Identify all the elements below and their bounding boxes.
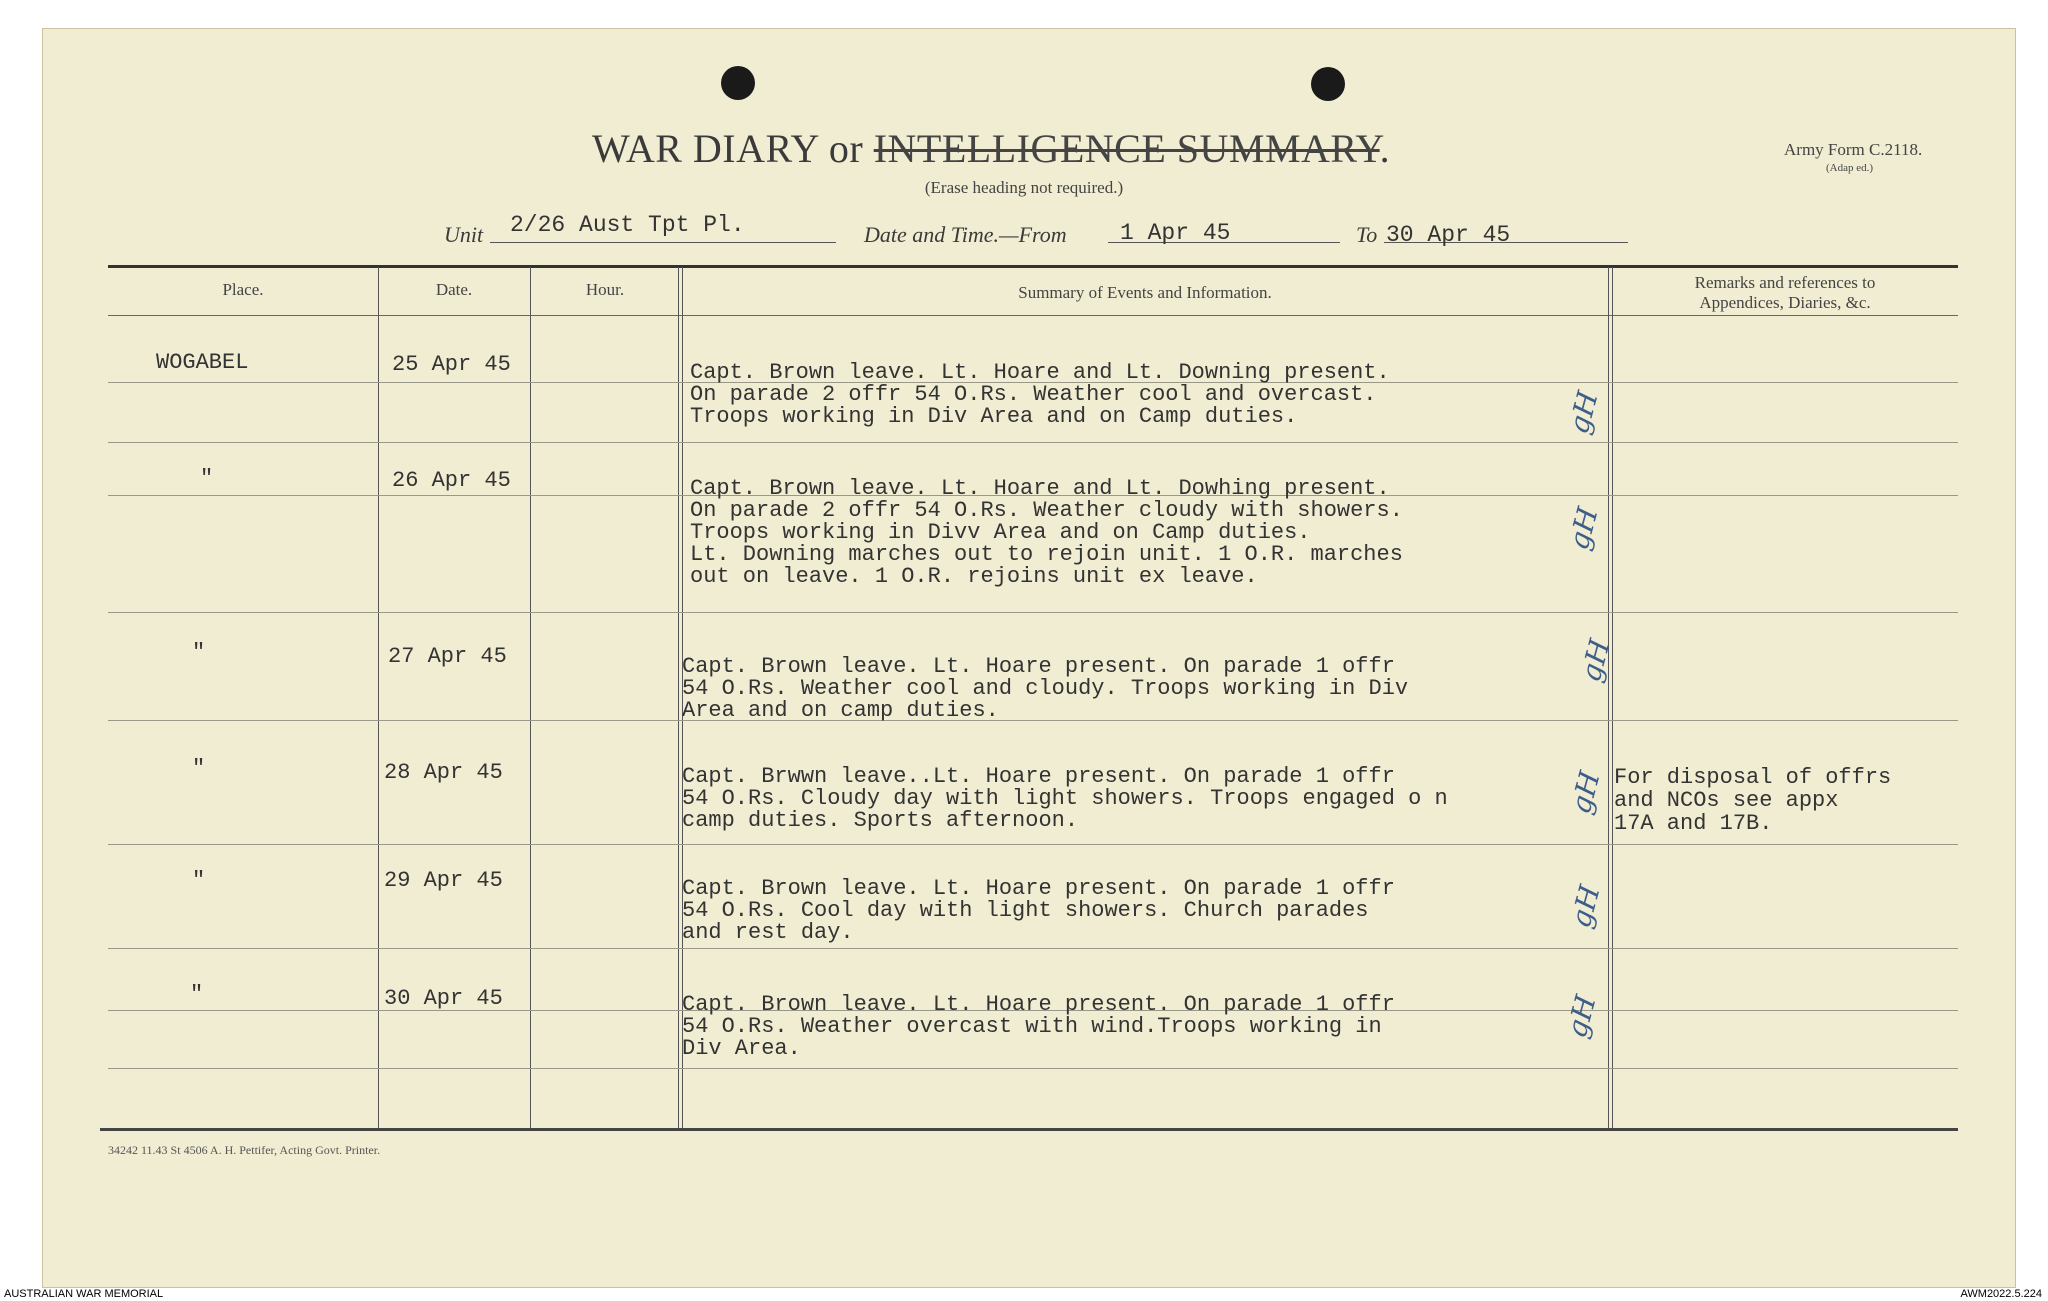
initials-signature: gH <box>1563 881 1607 932</box>
punch-hole-right <box>1311 67 1345 101</box>
entry-summary: Capt. Brwwn leave..Lt. Hoare present. On parade 1 offr 54 O.Rs. Cloudy day with light showers. Troops engaged o n camp duties. Sports afternoon. <box>682 764 1448 833</box>
table-top-rule <box>108 265 1958 268</box>
title-main: WAR DIARY or <box>592 126 864 171</box>
entry-summary: Capt. Brown leave. Lt. Hoare present. On parade 1 offr 54 O.Rs. Cool day with light showers. Church parades and rest day. <box>682 876 1395 945</box>
col-head-remarks <box>1612 273 1958 313</box>
entry-place: " <box>192 756 206 781</box>
initials-signature: gH <box>1573 635 1617 686</box>
unit-label: Unit <box>444 222 484 247</box>
printer-imprint: 34242 11.43 St 4506 A. H. Pettifer, Acting Govt. Printer. <box>108 1143 381 1157</box>
entry-date: 30 Apr 45 <box>384 986 503 1011</box>
unit-underline <box>490 242 836 243</box>
col-divider-6 <box>1612 267 1613 1128</box>
col-divider-3 <box>678 267 679 1128</box>
entry-summary: Capt. Brown leave. Lt. Hoare and Lt. Dowhing present. On parade 2 offr 54 O.Rs. Weather cloudy with showers. Troops working in Divv Area and on Camp duties. Lt. Downing marches out to rejoin unit. 1 O.R. marches out on leave. 1 O.R. rejoins unit ex leave. <box>690 476 1403 589</box>
punch-hole-left <box>721 66 755 100</box>
form-sub: (Adap ed.) <box>1826 162 1874 174</box>
col-head-hour: Hour. <box>585 280 625 299</box>
header-row-rule <box>108 315 1958 316</box>
col-head-place: Place. <box>222 280 264 299</box>
entry-date: 29 Apr 45 <box>384 868 503 893</box>
unit-value: 2/26 Aust Tpt Pl. <box>510 212 745 238</box>
entry-place: " <box>190 982 204 1007</box>
erase-note: (Erase heading not required.) <box>924 178 1124 197</box>
col-divider-2 <box>530 267 531 1128</box>
col-divider-5 <box>1608 267 1609 1128</box>
col-head-remarks-line1: Remarks and references to <box>1694 273 1876 292</box>
initials-signature: gH <box>1559 991 1603 1042</box>
entry-remarks: For disposal of offrs and NCOs see appx 17A and 17B. <box>1614 765 1892 836</box>
archive-credit: AUSTRALIAN WAR MEMORIAL <box>4 1288 164 1300</box>
to-label: To <box>1356 222 1378 247</box>
col-divider-1 <box>378 267 379 1128</box>
entry-place: " <box>192 640 206 665</box>
archive-reference: AWM2022.5.224 <box>1960 1288 2042 1300</box>
entry-date: 25 Apr 45 <box>392 352 511 377</box>
form-number: Army Form C.2118. <box>1784 140 1923 159</box>
entry-summary: Capt. Brown leave. Lt. Hoare and Lt. Downing present. On parade 2 offr 54 O.Rs. Weather cool and overcast. Troops working in Div Area and on Camp duties. <box>690 360 1390 429</box>
entry-place: " <box>192 868 206 893</box>
initials-signature: gH <box>1561 503 1605 554</box>
entry-summary: Capt. Brown leave. Lt. Hoare present. On parade 1 offr 54 O.Rs. Weather overcast with wind.Troops working in Div Area. <box>682 992 1395 1061</box>
entry-summary: Capt. Brown leave. Lt. Hoare present. On parade 1 offr 54 O.Rs. Weather cool and cloudy. Troops working in Div Area and on camp duties. <box>682 654 1409 723</box>
entry-date: 27 Apr 45 <box>388 644 507 669</box>
to-value: 30 Apr 45 <box>1386 222 1511 248</box>
col-head-remarks-line2: Appendices, Diaries, &c. <box>1699 293 1871 312</box>
initials-signature: gH <box>1563 767 1607 818</box>
entry-place: " <box>200 466 214 491</box>
title-struck: INTELLIGENCE SUMMARY <box>873 126 1380 171</box>
col-head-date: Date. <box>435 280 473 299</box>
date-label: Date and Time.—From <box>864 222 1067 247</box>
entry-place: WOGABEL <box>156 350 249 375</box>
col-head-summary: Summary of Events and Information. <box>1018 283 1272 302</box>
initials-signature: gH <box>1561 387 1605 438</box>
from-value: 1 Apr 45 <box>1120 220 1231 246</box>
entry-date: 26 Apr 45 <box>392 468 511 493</box>
form-title: WAR DIARY or INTELLIGENCE SUMMARY. <box>592 126 1391 171</box>
table-bottom-rule <box>100 1128 1958 1131</box>
entry-date: 28 Apr 45 <box>384 760 503 785</box>
